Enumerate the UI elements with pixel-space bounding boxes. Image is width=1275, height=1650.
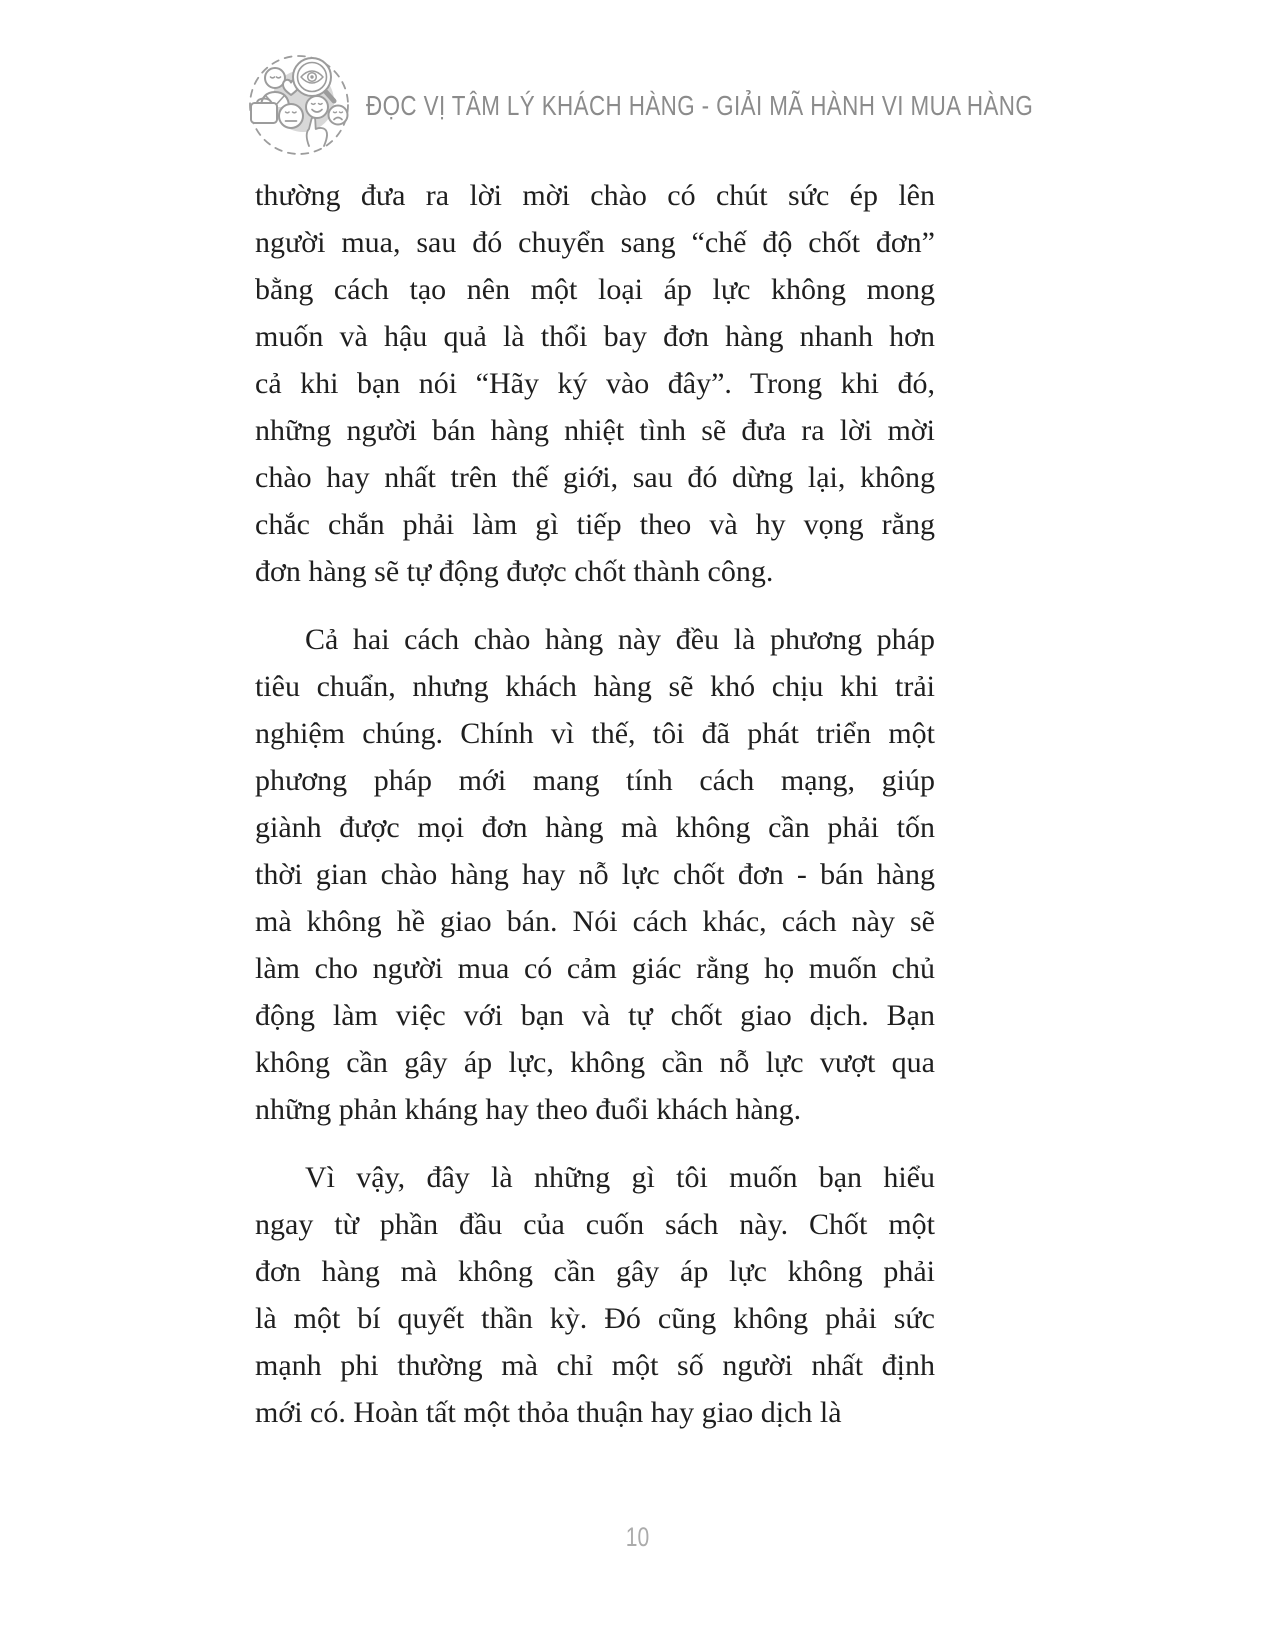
text-line: Vì vậy, đây là những gì tôi muốn bạn hiểu bbox=[305, 1161, 935, 1194]
customer-psychology-logo-icon bbox=[246, 51, 356, 161]
page-header bbox=[246, 50, 1200, 162]
text-line: giành được mọi đơn hàng mà không cần phải tốn bbox=[255, 811, 935, 844]
text-line: những người bán hàng nhiệt tình sẽ đưa ra lời mời bbox=[255, 414, 935, 447]
text-line: chắc chắn phải làm gì tiếp theo và hy vọng rằng bbox=[255, 508, 935, 541]
paragraph bbox=[255, 616, 935, 1133]
paragraph bbox=[255, 172, 935, 595]
text-line: Cả hai cách chào hàng này đều là phương pháp bbox=[305, 623, 935, 656]
text-line: thời gian chào hàng hay nỗ lực chốt đơn - bán hàng bbox=[255, 858, 935, 891]
text-line: những phản kháng hay theo đuổi khách hàng. bbox=[255, 1093, 802, 1126]
text-line: đơn hàng mà không cần gây áp lực không phải bbox=[255, 1255, 935, 1288]
text-line: chào hay nhất trên thế giới, sau đó dừng lại, không bbox=[255, 461, 935, 494]
text-line: làm cho người mua có cảm giác rằng họ muốn chủ bbox=[255, 952, 935, 985]
text-line: động làm việc với bạn và tự chốt giao dịch. Bạn bbox=[255, 999, 935, 1032]
text-line: thường đưa ra lời mời chào có chút sức ép lên bbox=[255, 179, 935, 212]
running-head-title: ĐỌC VỊ TÂM LÝ KHÁCH HÀNG - GIẢI MÃ HÀNH VI MUA HÀNG bbox=[366, 90, 1034, 121]
text-line: tiêu chuẩn, nhưng khách hàng sẽ khó chịu khi trải bbox=[255, 670, 935, 703]
text-line: đơn hàng sẽ tự động được chốt thành công. bbox=[255, 555, 774, 588]
text-line: không cần gây áp lực, không cần nỗ lực vượt qua bbox=[255, 1046, 935, 1079]
text-line: phương pháp mới mang tính cách mạng, giúp bbox=[255, 764, 935, 797]
text-line: muốn và hậu quả là thổi bay đơn hàng nhanh hơn bbox=[255, 320, 935, 353]
text-line: mà không hề giao bán. Nói cách khác, cách này sẽ bbox=[255, 905, 935, 938]
text-line: bằng cách tạo nên một loại áp lực không mong bbox=[255, 273, 935, 306]
paragraph bbox=[255, 1154, 935, 1436]
text-line: nghiệm chúng. Chính vì thế, tôi đã phát triển một bbox=[255, 717, 935, 750]
text-line: mạnh phi thường mà chỉ một số người nhất định bbox=[255, 1349, 935, 1382]
text-line: cả khi bạn nói “Hãy ký vào đây”. Trong khi đó, bbox=[255, 367, 935, 400]
text-line: mới có. Hoàn tất một thỏa thuận hay giao dịch là bbox=[255, 1396, 842, 1429]
page-number: 10 bbox=[625, 1522, 650, 1552]
text-body bbox=[255, 172, 935, 1436]
text-line: ngay từ phần đầu của cuốn sách này. Chốt một bbox=[255, 1208, 935, 1241]
text-line: là một bí quyết thần kỳ. Đó cũng không phải sức bbox=[255, 1302, 935, 1335]
text-line: người mua, sau đó chuyển sang “chế độ chốt đơn” bbox=[255, 226, 935, 259]
